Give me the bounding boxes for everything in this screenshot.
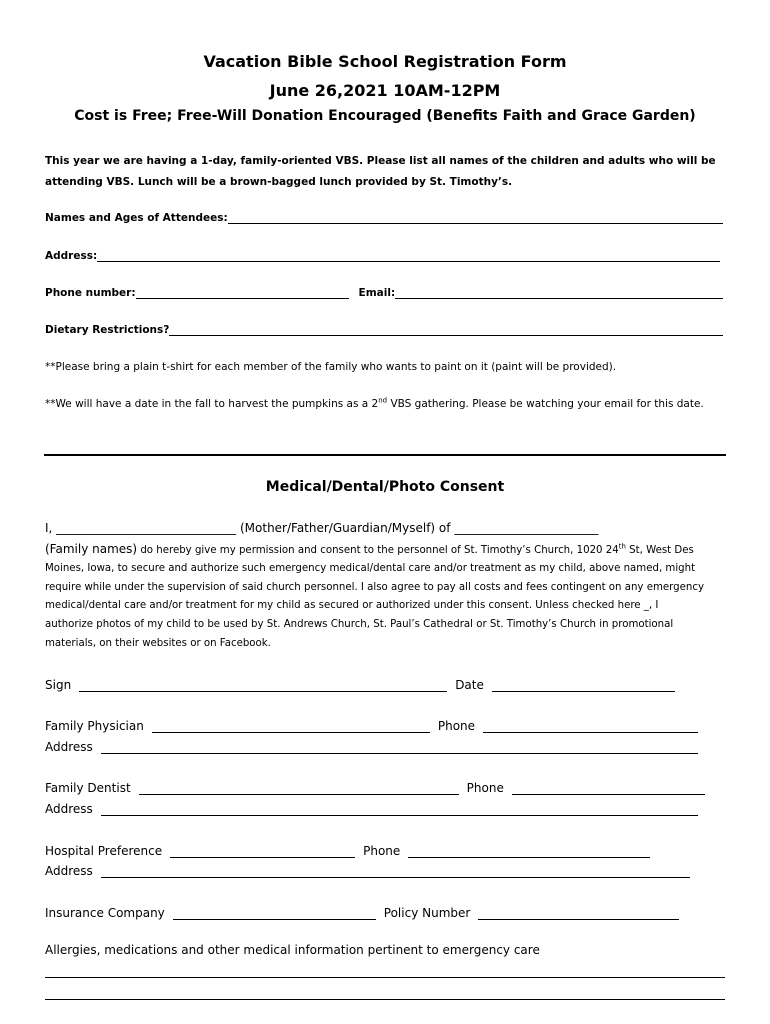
policy-input-line[interactable] — [478, 906, 679, 920]
hospital-row — [45, 844, 650, 858]
hospital-phone-label: Phone — [363, 844, 401, 858]
allergies-input-line-2[interactable] — [45, 999, 725, 1000]
pumpkin-note-superscript: nd — [378, 396, 388, 405]
dietary-input-line[interactable] — [169, 323, 723, 336]
phone-input-line[interactable] — [136, 286, 349, 299]
phone-label: Phone number: — [45, 287, 136, 299]
email-label: Email: — [358, 287, 396, 299]
event-date: June 26,2021 10AM-12PM — [269, 81, 501, 100]
sign-date-row — [45, 678, 675, 692]
allergies-input-line-1[interactable] — [45, 977, 725, 978]
consent-line-2 — [45, 542, 694, 556]
consent-line-2-text-end: St, West Des — [625, 545, 694, 556]
hospital-phone-input-line[interactable] — [408, 844, 650, 858]
dentist-address-label: Address — [45, 802, 93, 816]
insurance-input-line[interactable] — [173, 906, 376, 920]
consent-line-2-superscript: th — [618, 542, 626, 551]
hospital-address-input-line[interactable] — [101, 864, 690, 878]
phone-email-row — [45, 286, 723, 299]
attendees-field — [45, 211, 723, 224]
attendees-input-line[interactable] — [228, 211, 723, 224]
form-title: Vacation Bible School Registration Form — [203, 52, 567, 71]
hospital-address-label: Address — [45, 864, 93, 878]
physician-input-line[interactable] — [152, 719, 430, 733]
pumpkin-note-text: **We will have a date in the fall to harvest the pumpkins as a 2 — [45, 398, 379, 410]
section-divider — [44, 454, 726, 456]
hospital-input-line[interactable] — [170, 844, 355, 858]
intro-line-2: attending VBS. Lunch will be a brown-bagged lunch provided by St. Timothy’s. — [45, 176, 513, 188]
hospital-label: Hospital Preference — [45, 844, 163, 858]
consent-line-3: Moines, Iowa, to secure and authorize such emergency medical/dental care and/or treatment as my child, above named, might — [45, 563, 696, 574]
dentist-input-line[interactable] — [139, 781, 459, 795]
cost-line: Cost is Free; Free-Will Donation Encouraged (Benefits Faith and Grace Garden) — [74, 108, 696, 124]
consent-line-6: authorize photos of my child to be used by St. Andrews Church, St. Paul’s Cathedral or St. Timothy’s Church in promotional — [45, 619, 674, 630]
physician-address-input-line[interactable] — [101, 740, 698, 754]
physician-row — [45, 719, 698, 733]
dentist-phone-input-line[interactable] — [512, 781, 705, 795]
sign-label: Sign — [45, 678, 72, 692]
physician-phone-input-line[interactable] — [483, 719, 698, 733]
dentist-address-input-line[interactable] — [101, 802, 698, 816]
policy-label: Policy Number — [383, 906, 471, 920]
insurance-label: Insurance Company — [45, 906, 165, 920]
hospital-address-row — [45, 864, 690, 878]
pumpkin-note — [45, 398, 704, 410]
dentist-row — [45, 781, 705, 795]
attendees-label: Names and Ages of Attendees: — [45, 212, 228, 224]
physician-address-row — [45, 740, 698, 754]
tshirt-note: **Please bring a plain t-shirt for each member of the family who wants to paint on it (paint will be provided). — [45, 361, 617, 373]
consent-line-4: require while under the supervision of said church personnel. I also agree to pay all costs and fees contingent on any emergency — [45, 582, 704, 593]
insurance-row — [45, 906, 679, 920]
sign-input-line[interactable] — [79, 678, 447, 692]
physician-label: Family Physician — [45, 719, 144, 733]
intro-line-1: This year we are having a 1-day, family-oriented VBS. Please list all names of the children and adults who will be — [45, 155, 716, 167]
consent-line-2-text: do hereby give my permission and consent to the personnel of St. Timothy’s Church, 1020 24 — [137, 545, 619, 556]
allergies-label: Allergies, medications and other medical information pertinent to emergency care — [45, 943, 540, 957]
email-input-line[interactable] — [395, 286, 723, 299]
address-field — [45, 249, 720, 262]
consent-line-5: medical/dental care and/or treatment for my child as secured or authorized under this consent. Unless checked here _, I — [45, 600, 659, 611]
physician-phone-label: Phone — [437, 719, 476, 733]
pumpkin-note-text-end: VBS gathering. Please be watching your email for this date. — [387, 398, 704, 410]
family-names-label: (Family names) — [45, 542, 138, 556]
physician-address-label: Address — [45, 740, 93, 754]
date-label: Date — [455, 678, 484, 692]
dietary-field — [45, 323, 723, 336]
dentist-address-row — [45, 802, 698, 816]
address-input-line[interactable] — [97, 249, 720, 262]
dentist-label: Family Dentist — [45, 781, 131, 795]
dentist-phone-label: Phone — [466, 781, 504, 795]
dietary-label: Dietary Restrictions? — [45, 324, 170, 336]
address-label: Address: — [45, 250, 98, 262]
consent-line-1: I, ______________________________ (Mother/Father/Guardian/Myself) of ________________________ — [45, 521, 599, 535]
consent-heading: Medical/Dental/Photo Consent — [265, 479, 505, 495]
date-input-line[interactable] — [492, 678, 675, 692]
consent-line-7: materials, on their websites or on Facebook. — [45, 638, 271, 649]
